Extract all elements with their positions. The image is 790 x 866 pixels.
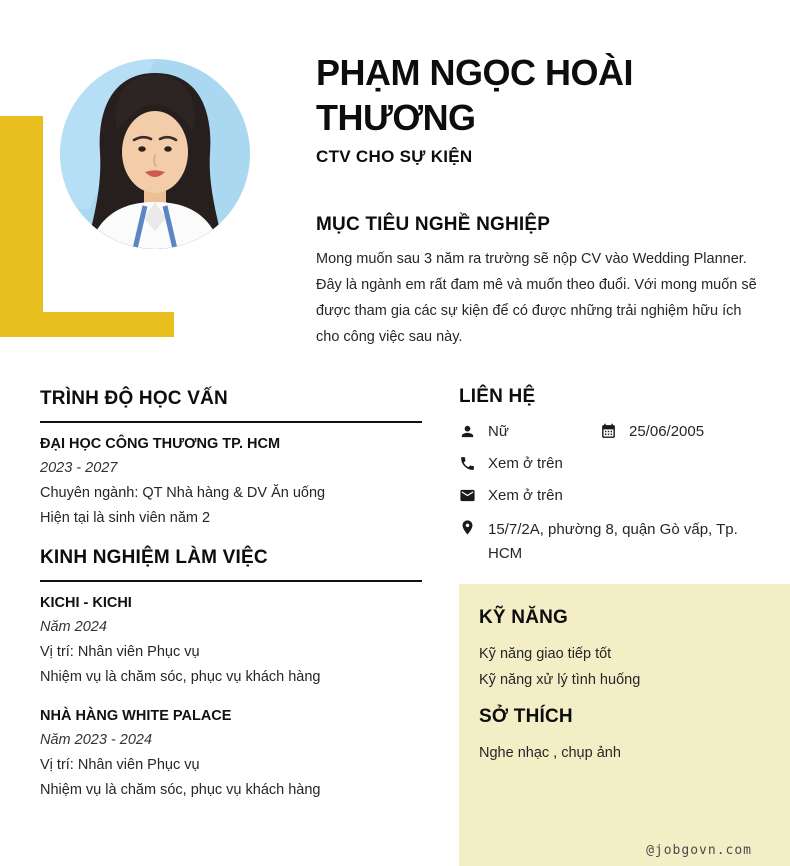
- contact-row-address: [459, 518, 779, 566]
- education-years: 2023 - 2027: [40, 460, 118, 476]
- contact-row-email: [459, 486, 779, 505]
- skill-item: Kỹ năng giao tiếp tốt: [479, 646, 612, 662]
- birthday-pair: [600, 422, 704, 441]
- job-position: Vị trí: Nhân viên Phục vụ: [40, 757, 200, 773]
- watermark: @jobgovn.com: [646, 843, 752, 858]
- portrait-illustration: [60, 59, 250, 249]
- gender-value: Nữ: [488, 423, 509, 440]
- candidate-name: PHẠM NGỌC HOÀI THƯƠNG: [316, 52, 633, 138]
- education-heading: TRÌNH ĐỘ HỌC VẤN: [40, 388, 228, 409]
- contact-heading: LIÊN HỆ: [459, 386, 536, 407]
- phone-icon: [459, 455, 476, 472]
- birthday-value: 25/06/2005: [629, 423, 705, 440]
- accent-bar-horizontal: [0, 312, 174, 337]
- contact-row-gender-birthday: [459, 422, 779, 441]
- calendar-icon: [600, 423, 617, 440]
- phone-value: Xem ở trên: [488, 455, 563, 472]
- spacer: [479, 693, 770, 705]
- skills-heading: KỸ NĂNG: [479, 607, 569, 628]
- hobby-item: Nghe nhạc , chụp ảnh: [479, 745, 621, 761]
- skills-panel: [459, 584, 790, 866]
- education-school: ĐẠI HỌC CÔNG THƯƠNG TP. HCM: [40, 436, 281, 452]
- section-experience: [40, 546, 422, 820]
- job-period: Năm 2024: [40, 619, 107, 635]
- objective-text: Mong muốn sau 3 năm ra trường sẽ nộp CV vào Wedding Planner. Đây là ngành em rất đam mê và muốn theo đuổi. Với mong muốn sẽ được tham gia các sự kiện để có được những trải nghiệm hữu ích cho công việc sau này.: [316, 251, 757, 345]
- experience-divider: [40, 580, 422, 582]
- profile-photo: [60, 59, 250, 249]
- education-major: Chuyên ngành: QT Nhà hàng & DV Ăn uống: [40, 485, 326, 501]
- address-value: 15/7/2A, phường 8, quận Gò vấp, Tp. HCM: [488, 521, 738, 562]
- education-divider: [40, 421, 422, 423]
- experience-entry: [40, 707, 422, 800]
- header: [316, 50, 768, 167]
- candidate-title: CTV CHO SỰ KIỆN: [316, 147, 473, 166]
- job-duty: Nhiệm vụ là chăm sóc, phục vụ khách hàng: [40, 782, 321, 798]
- experience-heading: KINH NGHIỆM LÀM VIỆC: [40, 547, 268, 568]
- email-value: Xem ở trên: [488, 487, 563, 504]
- contact-rows: [459, 422, 779, 566]
- objective-heading: MỤC TIÊU NGHỀ NGHIỆP: [316, 214, 551, 235]
- experience-entry: [40, 594, 422, 687]
- job-company: KICHI - KICHI: [40, 595, 132, 611]
- job-duty: Nhiệm vụ là chăm sóc, phục vụ khách hàng: [40, 669, 321, 685]
- education-status: Hiện tại là sinh viên năm 2: [40, 510, 211, 526]
- person-icon: [459, 423, 476, 440]
- hobbies-heading: SỞ THÍCH: [479, 706, 573, 727]
- location-pin-icon: [459, 519, 476, 536]
- accent-bar-vertical: [0, 116, 43, 337]
- section-education: [40, 387, 422, 534]
- job-company: NHÀ HÀNG WHITE PALACE: [40, 708, 232, 724]
- section-objective: [316, 213, 762, 350]
- contact-row-phone: [459, 454, 779, 473]
- section-contact: [459, 385, 779, 579]
- job-position: Vị trí: Nhân viên Phục vụ: [40, 644, 200, 660]
- skill-item: Kỹ năng xử lý tình huống: [479, 672, 641, 688]
- email-icon: [459, 487, 476, 504]
- job-period: Năm 2023 - 2024: [40, 732, 153, 748]
